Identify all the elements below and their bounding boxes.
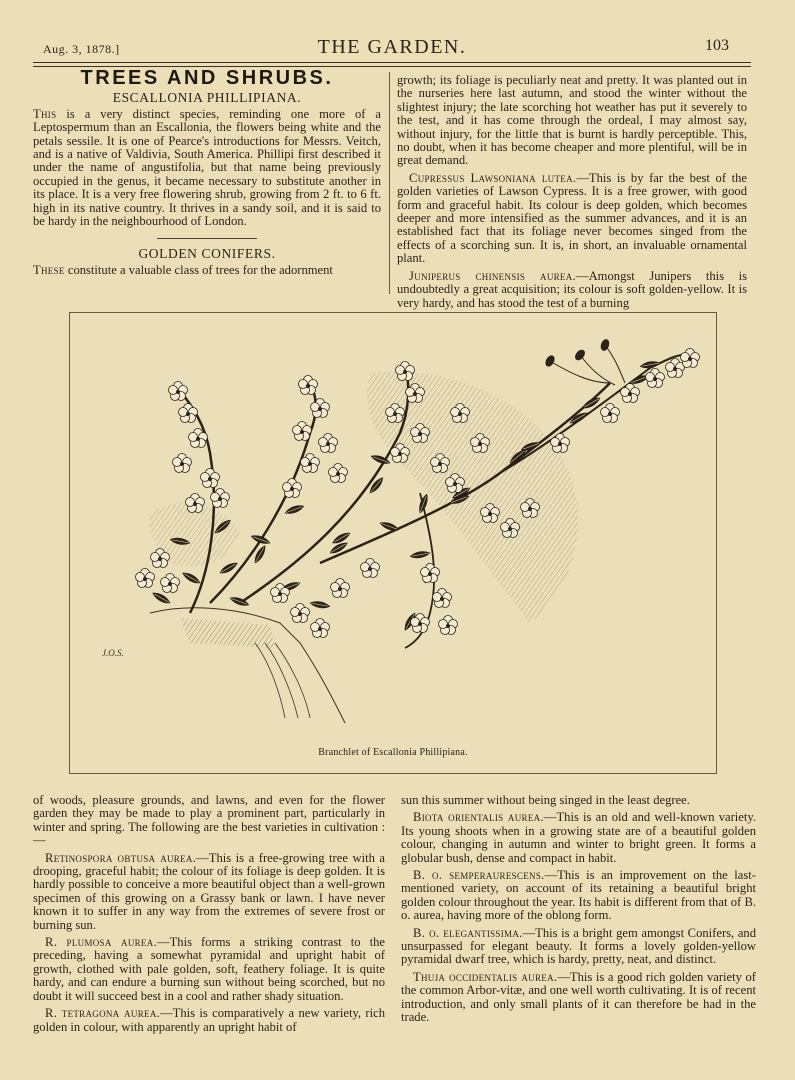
biota-aurea-name: Biota orientalis aurea. <box>413 810 544 825</box>
juniper-continuation: growth; its foliage is peculiarly neat and pretty. It was planted out in the nurseries here last autumn, and stood the winter without the slightest injury; the late scorching hot weather has put it severely to the test, and it has come through the ordeal, I may almost say, without injury, for the little that is burnt is hardly perceptible. This, no doubt, when it has become cheaper and more plentiful, will be in great demand. <box>397 73 747 168</box>
cupressus-text: —This is by far the best of the golden varieties of Lawson Cypress. It is a free grower, with good form and graceful habit. Its colour is deep golden, which becomes deeper and more intensified as the summer advances, and it is an established fact that its foliage never becomes singed from the effects of a scorching sun. It is, in short, an invaluable ornamental plant. <box>397 170 747 266</box>
cupressus-paragraph <box>397 172 747 266</box>
r-tetragona-name: R. tetragona aurea. <box>45 1006 161 1021</box>
conifers-text: constitute a valuable class of trees for the adornment <box>64 262 333 277</box>
right-column-bottom <box>401 794 756 1029</box>
conifers-intro <box>33 264 381 277</box>
retinospora-obtusa-text: —This is a free-growing tree with a drooping, graceful habit; the colour of its foliage is deep golden. It is hardly possible to conceive a more beautiful object than a well-grown specimen of this growing on a Grassy bank or lawn. I have never known it to suffer in any way from the extremes of severe frost or burning sun. <box>33 850 385 932</box>
juniperus-name: Juniperus chinensis aurea. <box>409 268 576 283</box>
semperaurescens-text: —This is an improvement on the last-mentioned variety, on account of its retaining a beautiful bright golden colour throughout the year. Its habit is different from that of B. o. aurea, having more of the oblong form. <box>401 868 756 923</box>
section-separator <box>157 238 257 239</box>
conifers-lead: These <box>33 262 65 277</box>
r-plumosa-paragraph <box>33 936 385 1003</box>
right-column-top <box>397 74 747 314</box>
semperaurescens-paragraph <box>401 869 756 923</box>
issue-date: Aug. 3, 1878.] <box>43 42 120 56</box>
juniperus-paragraph <box>397 270 747 310</box>
figure-caption: Branchlet of Escallonia Phillipiana. <box>318 747 468 758</box>
escallonia-engraving <box>70 313 716 743</box>
conifers-continuation: of woods, pleasure grounds, and lawns, and even for the flower garden they may be made to play a prominent part, particularly in winter and spring. The following are the best varieties in cultivation :— <box>33 793 385 848</box>
escallonia-paragraph <box>33 108 381 229</box>
r-tetragona-text: —This is comparatively a new variety, rich golden in colour, with apparently an upright habit of <box>33 1006 385 1034</box>
running-header <box>33 36 751 60</box>
elegantissima-paragraph <box>401 927 756 967</box>
escallonia-text: is a very distinct species, reminding one more of a Leptospermum than an Escallonia, the flowers being white and the petals sessile. It is one of Pearce's introductions for Messrs. Veitch, and is a native of Valdivia, South America. Phillipi first described it under the name of angustifolia, but that name being previously occupied in the genus, it became necessary to substitute another in its place. It is a very free flowering shrub, growing from 2 ft. to 6 ft. high in its native country. It thrives in a sandy soil, and it is said to be hardy in the neighbourhood of London. <box>33 106 381 229</box>
column-divider <box>389 72 390 294</box>
semperaurescens-name: B. o. semperaurescens. <box>413 868 545 883</box>
retinospora-obtusa-paragraph <box>33 852 385 932</box>
journal-title: THE GARDEN. <box>317 36 467 58</box>
escallonia-lead: This <box>33 106 57 121</box>
thuja-text: —This is a good rich golden variety of the common Arbor-vitæ, and one well worth cultivating. It is of recent introduction, and only small plants of it can therefore be had in the trade. <box>401 969 756 1025</box>
left-column-top <box>33 67 381 281</box>
header-rule-thick <box>33 62 751 63</box>
section-title: TREES AND SHRUBS. <box>80 67 334 89</box>
elegantissima-text: —This is a bright gem amongst Conifers, and unsurpassed for elegant beauty. It forms a lovely golden-yellow pyramidal dwarf tree, which is hardy, pretty, neat, and distinct. <box>401 925 757 967</box>
biota-aurea-text: —This is an old and well-known variety. Its young shoots when in a growing state are of a beautiful golden colour, changing in autumn and winter to bright green. It forms a globular bush, dense and compact in habit. <box>401 810 756 865</box>
r-tetragona-paragraph <box>33 1007 385 1034</box>
conifers-heading: GOLDEN CONIFERS. <box>138 246 276 262</box>
r-plumosa-text: —This forms a striking contrast to the preceding, having a somewhat pyramidal and upright habit of growth, clothed with pale golden, soft, feathery foliage. It is quite hardy, and can endure a burning sun without being scorched, but no doubt it will succeed best in a cool and rather shady situation. <box>33 935 385 1003</box>
juniperus-continuation: sun this summer without being singed in the least degree. <box>401 793 690 807</box>
escallonia-heading: ESCALLONIA PHILLIPIANA. <box>112 90 302 106</box>
illustration-frame <box>69 312 717 774</box>
biota-aurea-paragraph <box>401 811 756 865</box>
artist-monogram: J.O.S. <box>102 648 124 658</box>
thuja-name: Thuja occidentalis aurea. <box>413 969 558 984</box>
juniperus-text: —Amongst Junipers this is undoubtedly a great acquisition; its colour is soft golden-yellow. It is very hardy, and has stood the test of a burning <box>397 268 748 310</box>
page-number: 103 <box>705 37 729 54</box>
elegantissima-name: B. o. elegantissima. <box>413 925 523 940</box>
cupressus-name: Cupressus Lawsoniana lutea. <box>409 170 577 185</box>
retinospora-obtusa-name: Retinospora obtusa aurea. <box>45 850 197 865</box>
left-column-bottom <box>33 794 385 1038</box>
r-plumosa-name: R. plumosa aurea. <box>45 935 157 950</box>
thuja-paragraph <box>401 971 756 1025</box>
